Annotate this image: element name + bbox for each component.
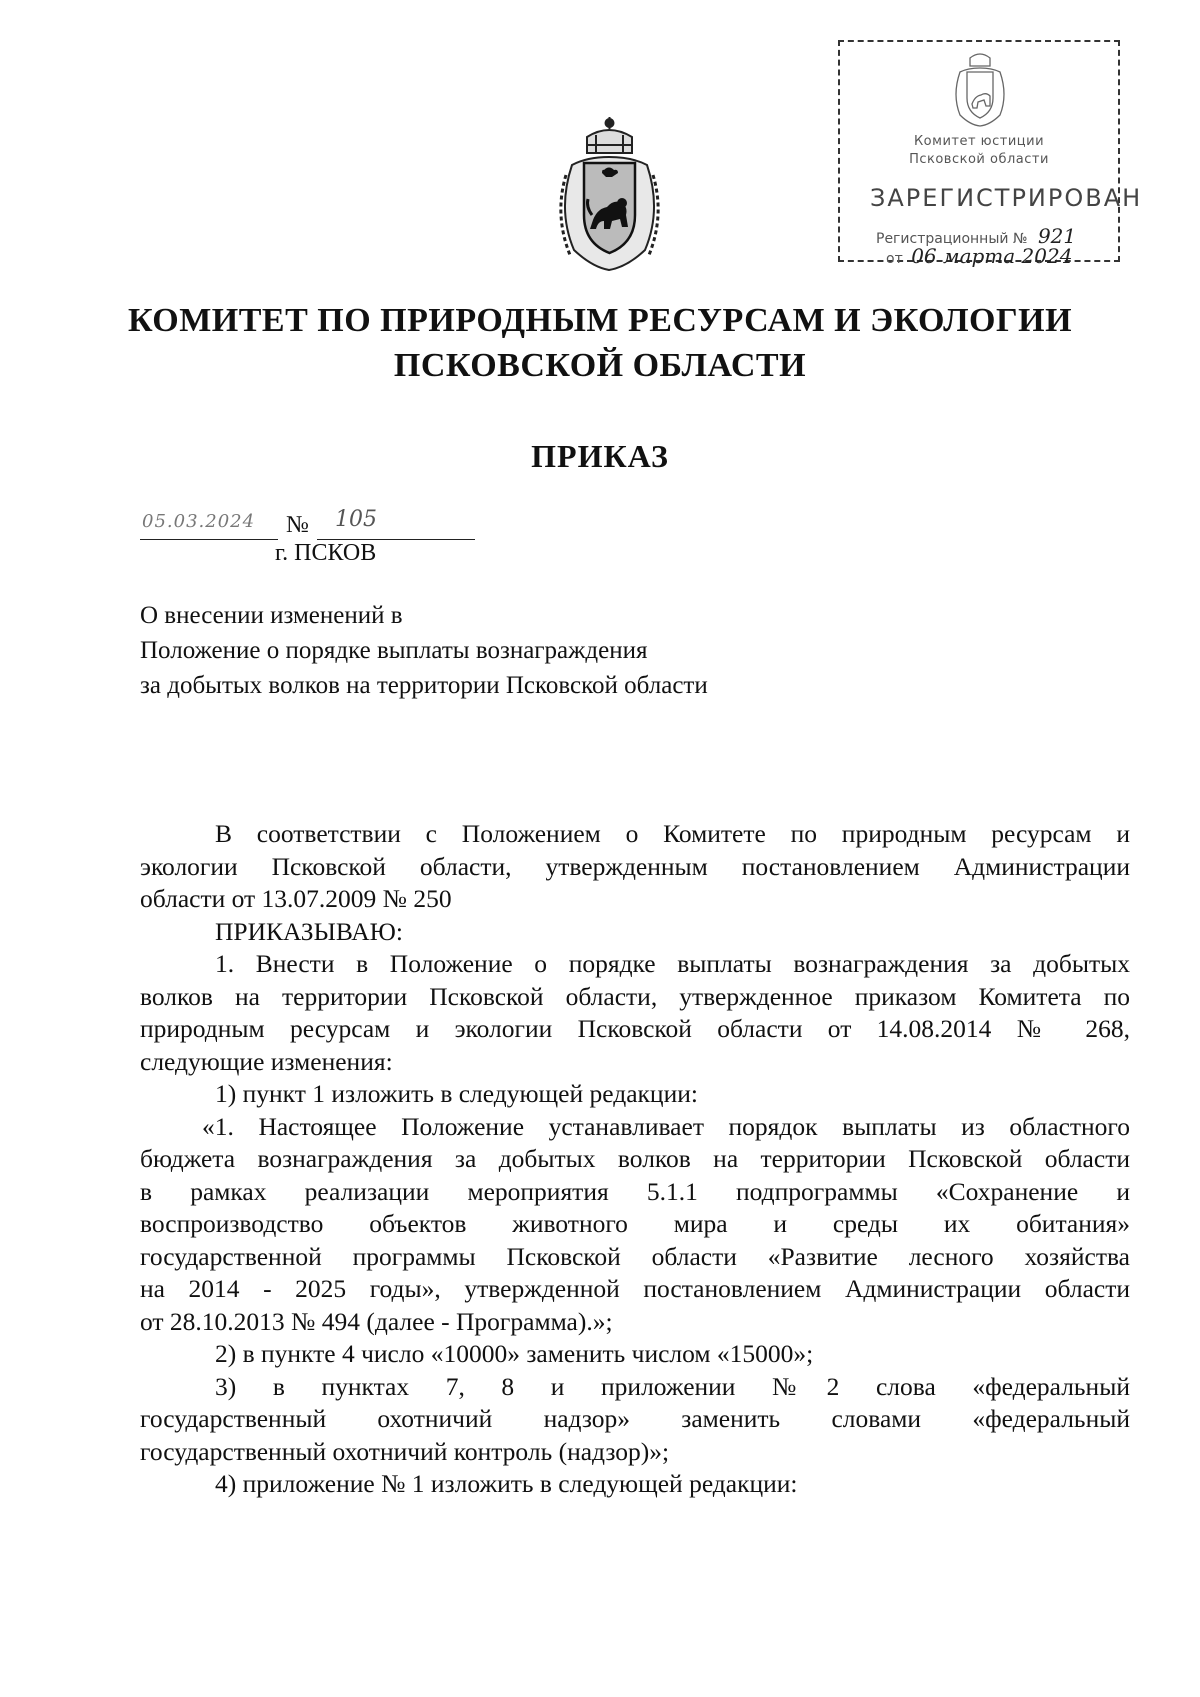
order-date-value: 05.03.2024 <box>142 511 256 532</box>
order-subject <box>140 598 708 703</box>
body-line: в рамках реализации мероприятия 5.1.1 подпрограммы «Сохранение и <box>140 1176 1130 1206</box>
body-line: экологии Псковской области, утвержденным постановлением Администрации <box>140 851 1130 881</box>
registration-stamp <box>838 40 1143 268</box>
body-line: области от 13.07.2009 № 250 <box>140 884 452 913</box>
body-line: от 28.10.2013 № 494 (далее - Программа).»; <box>140 1306 613 1336</box>
body-line: ПРИКАЗЫВАЮ: <box>215 916 403 946</box>
body-line: 4) приложение № 1 изложить в следующей редакции: <box>215 1469 798 1498</box>
body-line: волков на территории Псковской области, утвержденное приказом Комитета по <box>140 981 1130 1011</box>
body-line: «1. Настоящее Положение устанавливает порядок выплаты из областного <box>202 1111 1130 1141</box>
body-line: государственный охотничий контроль (надзор)»; <box>140 1436 670 1466</box>
org-title-line-2: ПСКОВСКОЙ ОБЛАСТИ <box>393 347 807 384</box>
stamp-emblem-icon <box>950 50 1010 128</box>
order-body <box>140 818 1130 1501</box>
body-line: 3) в пунктах 7, 8 и приложении №2 слова «федеральный <box>215 1371 1130 1401</box>
order-number-label: № <box>286 512 309 538</box>
org-title-line-1: КОМИТЕТ ПО ПРИРОДНЫМ РЕСУРСАМ И ЭКОЛОГИИ <box>127 302 1073 339</box>
body-line: 2) в пункте 4 число «10000» заменить числом «15000»; <box>215 1339 814 1368</box>
stamp-reg-date <box>886 244 1118 268</box>
body-line: воспроизводство объектов животного мира и среды их обитания» <box>140 1209 1130 1238</box>
stamp-org-line-2: Псковской области <box>909 152 1049 167</box>
body-line: природным ресурсам и экологии Псковской области от 14.08.2014 № 268, <box>140 1014 1130 1043</box>
body-line: на 2014 - 2025 годы», утвержденной постановлением Администрации области <box>140 1274 1130 1303</box>
stamp-reg-number-label: Регистрационный № <box>876 231 1028 247</box>
stamp-reg-date-label: от <box>886 251 903 267</box>
body-line: следующие изменения: <box>140 1046 393 1076</box>
order-number-field <box>317 507 475 540</box>
body-line: государственной программы Псковской области «Развитие лесного хозяйства <box>140 1241 1130 1271</box>
stamp-org-line-1: Комитет юстиции <box>913 134 1045 149</box>
body-line: бюджета вознаграждения за добытых волков на территории Псковской области <box>140 1144 1130 1173</box>
body-line: 1) пункт 1 изложить в следующей редакции: <box>215 1079 698 1108</box>
stamp-reg-date-value: 06 марта 2024 <box>911 244 1073 268</box>
coat-of-arms-emblem <box>552 115 667 275</box>
order-number-value: 105 <box>335 507 377 532</box>
body-line: государственный охотничий надзор» заменить словами «федеральный <box>140 1404 1130 1433</box>
city-label: г. ПСКОВ <box>275 540 377 566</box>
stamp-registered-text: ЗАРЕГИСТРИРОВАН <box>870 184 1143 212</box>
document-type-heading: ПРИКАЗ <box>531 438 669 474</box>
subject-line: за добытых волков на территории Псковской области <box>140 672 708 699</box>
body-line: 1. Внести в Положение о порядке выплаты вознаграждения за добытых <box>215 949 1130 978</box>
body-line: В соответствии с Положением о Комитете по природным ресурсам и <box>215 819 1130 848</box>
stamp-reg-number-value: 921 <box>1037 224 1077 248</box>
subject-line: Положение о порядке выплаты вознаграждения <box>140 637 648 664</box>
order-date-field <box>140 511 278 540</box>
subject-line: О внесении изменений в <box>140 602 403 629</box>
